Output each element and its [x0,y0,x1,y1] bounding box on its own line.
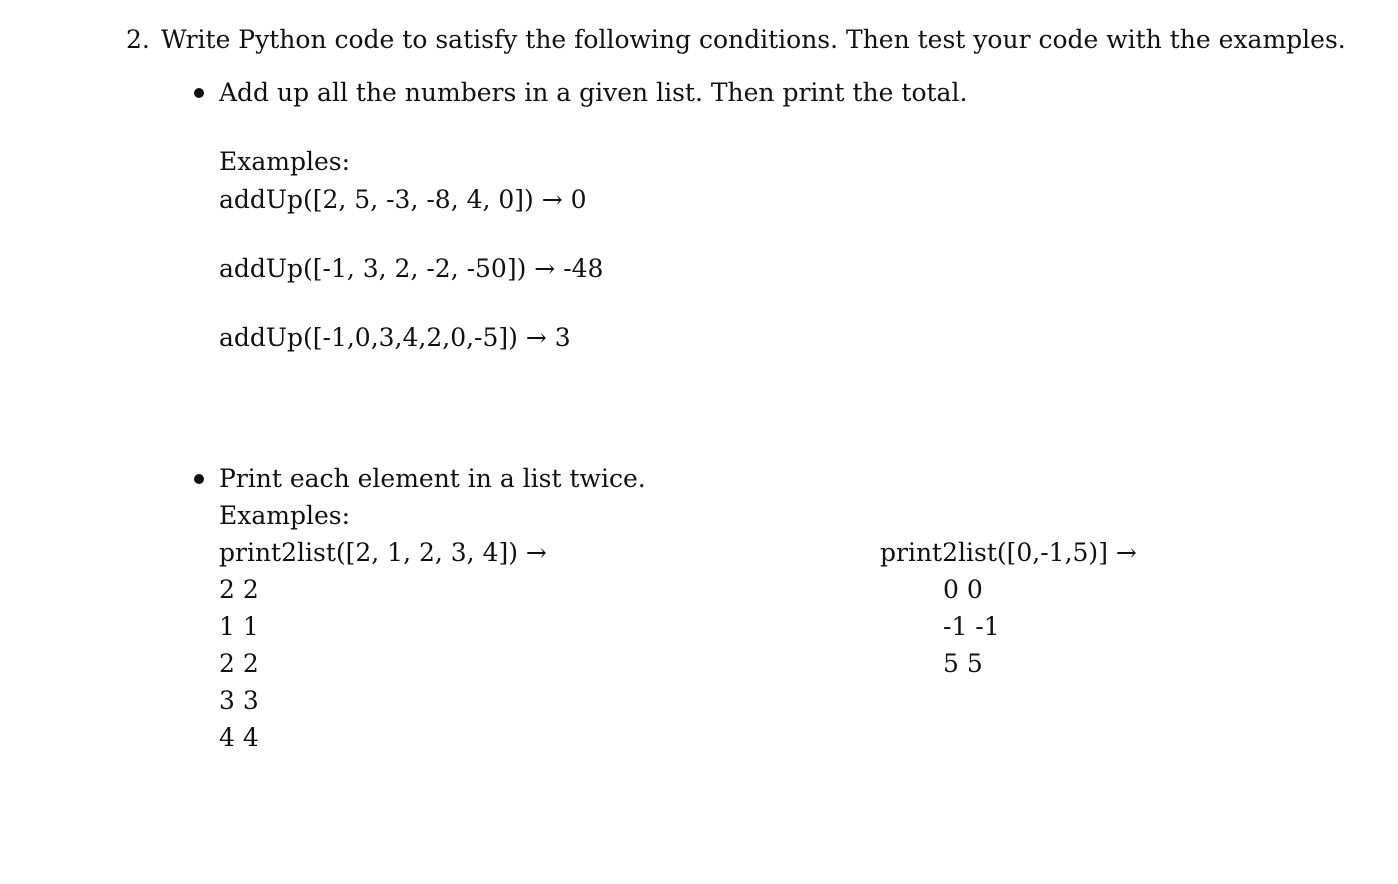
part2-right-output-3: 5 5 [943,649,983,678]
problem-number: 2. [126,25,150,54]
part2-left-output-3: 2 2 [219,649,259,678]
part2-left-output-1: 2 2 [219,575,259,604]
bullet-icon [194,88,204,98]
part2-left-output-2: 1 1 [219,612,259,641]
part1-bullet-text: Add up all the numbers in a given list. Then print the total. [219,78,968,107]
problem-text: Write Python code to satisfy the following conditions. Then test your code with the examples. [161,25,1346,54]
part2-right-call: print2list([0,-1,5)] → [880,538,1137,567]
part1-examples-label: Examples: [219,147,351,176]
part2-examples-label: Examples: [219,501,351,530]
part2-left-output-4: 3 3 [219,686,259,715]
part2-right-output-2: -1 -1 [943,612,1000,641]
part2-left-call: print2list([2, 1, 2, 3, 4]) → [219,538,547,567]
part1-example-3: addUp([-1,0,3,4,2,0,-5]) → 3 [219,323,571,352]
part1-example-2: addUp([-1, 3, 2, -2, -50]) → -48 [219,254,604,283]
part2-right-output-1: 0 0 [943,575,983,604]
part2-bullet-text: Print each element in a list twice. [219,464,646,493]
bullet-icon [194,474,204,484]
part1-example-1: addUp([2, 5, -3, -8, 4, 0]) → 0 [219,185,587,214]
part2-left-output-5: 4 4 [219,723,259,752]
